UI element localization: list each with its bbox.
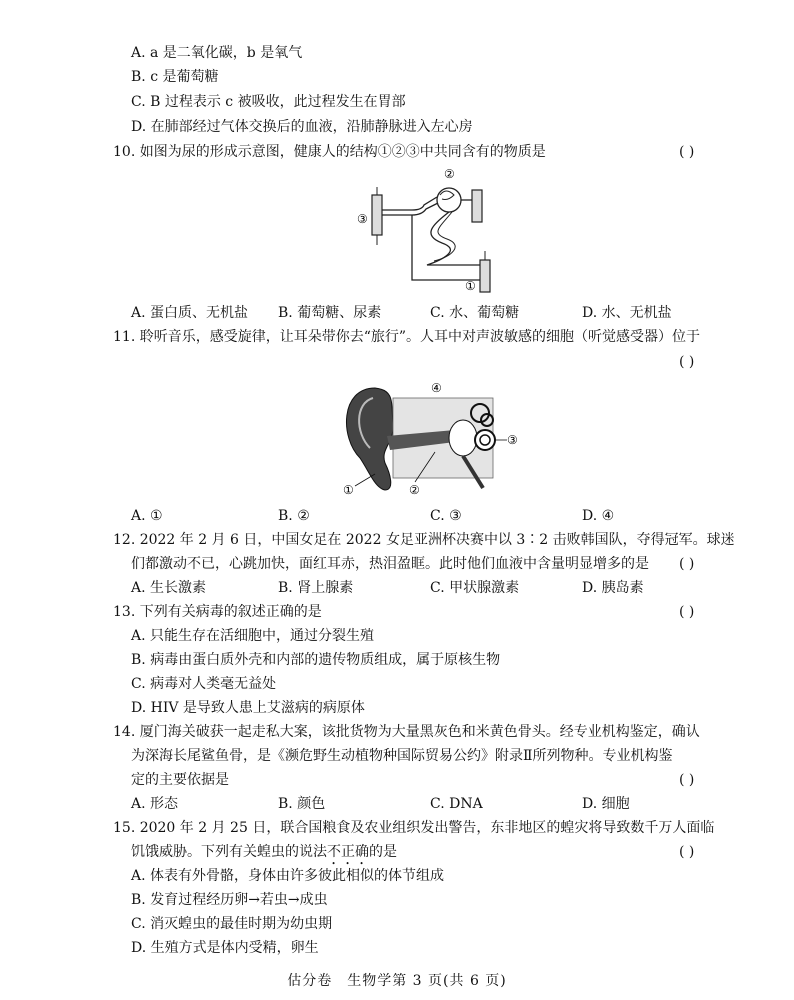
q10-option-a: A. 蛋白质、无机盐 — [131, 305, 249, 321]
collecting-vessel-bottom — [480, 260, 490, 292]
q15-option-d: D. 生殖方式是体内受精，卵生 — [131, 940, 319, 956]
q9-option-c: C. B 过程表示 c 被吸收，此过程发生在胃部 — [131, 94, 406, 110]
q11-option-b: B. ② — [278, 508, 310, 524]
q13-stem: 13. 下列有关病毒的叙述正确的是 — [113, 604, 322, 620]
q13-option-d: D. HIV 是导致人患上艾滋病的病原体 — [131, 700, 365, 716]
q14-stem-line2: 为深海长尾鲨鱼骨，是《濒危野生动植物种国际贸易公约》附录Ⅱ所列物种。专业机构鉴 — [131, 748, 673, 764]
q13-option-c: C. 病毒对人类毫无益处 — [131, 676, 277, 692]
q15-option-a: A. 体表有外骨骼，身体由许多彼此相似的体节组成 — [131, 868, 445, 884]
q9-option-b: B. c 是葡萄糖 — [131, 69, 219, 85]
q15-stem-line2-post: 的是 — [369, 844, 397, 860]
q14-option-a: A. 形态 — [131, 796, 179, 812]
q10-option-b: B. 葡萄糖、尿素 — [278, 305, 382, 321]
q13-option-b: B. 病毒由蛋白质外壳和内部的遗传物质组成，属于原核生物 — [131, 652, 501, 668]
q12-option-a: A. 生长激素 — [131, 580, 207, 596]
q9-option-a: A. a 是二氧化碳，b 是氧气 — [131, 45, 303, 61]
q11-option-a: A. ① — [131, 508, 163, 524]
q11-stem: 11. 聆听音乐，感受旋律，让耳朵带你去“旅行”。人耳中对声波敏感的细胞（听觉感受器）位于 — [113, 329, 701, 345]
q11-option-d: D. ④ — [582, 508, 615, 524]
q9-option-d: D. 在肺部经过气体交换后的血液，沿肺静脉进入左心房 — [131, 119, 473, 135]
collecting-vessel-left — [372, 195, 382, 235]
q13-answer-paren: ( ) — [679, 604, 695, 620]
nephron-diagram — [352, 165, 502, 300]
q15-stem-line1: 15. 2020 年 2 月 25 日，联合国粮食及农业组织发出警告，东非地区的蝗灾将导致数千万人面临 — [113, 820, 715, 836]
q12-option-c: C. 甲状腺激素 — [430, 580, 520, 596]
collecting-vessel-top — [472, 190, 482, 222]
middle-ear — [449, 420, 477, 456]
q10-label-3: ③ — [357, 212, 368, 226]
q14-option-b: B. 颜色 — [278, 796, 326, 812]
cochlea — [475, 430, 495, 450]
q12-stem-line1: 12. 2022 年 2 月 6 日，中国女足在 2022 女足亚洲杯决赛中以 3∶2 击败韩国队，夺得冠军。球迷 — [113, 532, 735, 548]
q15-stem-line2 — [131, 843, 397, 868]
q14-answer-paren: ( ) — [679, 772, 695, 788]
q14-option-d: D. 细胞 — [582, 796, 630, 812]
q11-answer-paren: ( ) — [679, 354, 695, 370]
q15-stem-line2-pre: 饥饿威胁。下列有关蝗虫的说法 — [131, 844, 327, 860]
q14-stem-line3: 定的主要依据是 — [131, 772, 229, 788]
q15-answer-paren: ( ) — [679, 844, 695, 860]
q14-option-c: C. DNA — [430, 796, 483, 812]
q13-option-a: A. 只能生存在活细胞中，通过分裂生殖 — [131, 628, 375, 644]
q12-option-b: B. 肾上腺素 — [278, 580, 354, 596]
outer-ear — [346, 388, 393, 490]
q12-stem-line2: 们都激动不已，心跳加快，面红耳赤，热泪盈眶。此时他们血液中含量明显增多的是 — [131, 556, 649, 572]
q12-answer-paren: ( ) — [679, 556, 695, 572]
q15-emphasis-not-correct: 不正确 — [327, 844, 369, 860]
q10-label-1: ① — [465, 279, 476, 293]
q12-option-d: D. 胰岛素 — [582, 580, 644, 596]
nephron-svg — [352, 165, 502, 300]
q15-option-c: C. 消灭蝗虫的最佳时期为幼虫期 — [131, 916, 333, 932]
q11-label-3: ③ — [507, 433, 518, 447]
q11-option-c: C. ③ — [430, 508, 462, 524]
ear-svg — [335, 378, 525, 498]
q10-option-c: C. 水、葡萄糖 — [430, 305, 520, 321]
q10-label-2: ② — [444, 167, 455, 181]
q11-label-1: ① — [343, 483, 354, 497]
q11-label-4: ④ — [431, 381, 442, 395]
q11-label-2: ② — [409, 483, 420, 497]
q10-option-d: D. 水、无机盐 — [582, 305, 672, 321]
q14-stem-line1: 14. 厦门海关破获一起走私大案，该批货物为大量黑灰色和米黄色骨头。经专业机构鉴定，确认 — [113, 724, 700, 740]
ear-diagram — [335, 378, 525, 498]
q10-stem: 10. 如图为尿的形成示意图，健康人的结构①②③中共同含有的物质是 — [113, 144, 546, 160]
q15-option-b: B. 发育过程经历卵→若虫→成虫 — [131, 892, 328, 908]
q10-answer-paren: ( ) — [679, 144, 695, 160]
page-footer: 估分卷 生物学第 3 页(共 6 页) — [287, 973, 507, 989]
